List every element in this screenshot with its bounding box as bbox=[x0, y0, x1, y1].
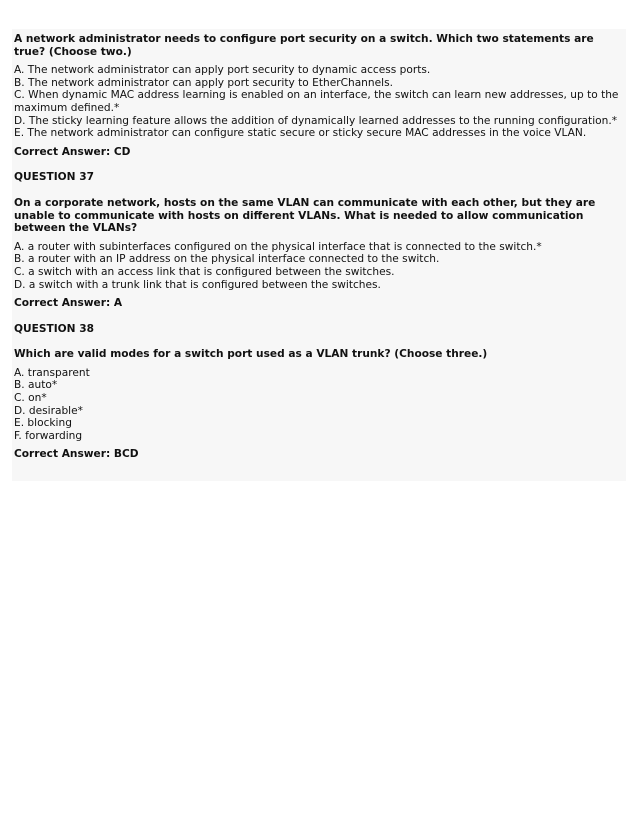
option-a: A. The network administrator can apply port security to dynamic access ports. bbox=[14, 64, 431, 77]
option-c: C. on* bbox=[14, 392, 47, 405]
option-b: B. a router with an IP address on the physical interface connected to the switch. bbox=[14, 253, 440, 266]
option-d: D. desirable* bbox=[14, 404, 83, 417]
question-text: A network administrator needs to configure port security on a switch. Which two statements are true? (Choose two.) bbox=[14, 33, 594, 58]
document-content bbox=[12, 29, 626, 461]
document-page bbox=[12, 29, 626, 481]
correct-answer: Correct Answer: BCD bbox=[14, 448, 139, 461]
question-block bbox=[14, 323, 624, 461]
question-block bbox=[14, 33, 624, 158]
option-list bbox=[14, 241, 624, 291]
question-number: QUESTION 37 bbox=[14, 171, 94, 184]
correct-answer: Correct Answer: A bbox=[14, 297, 123, 310]
question-number: QUESTION 38 bbox=[14, 322, 94, 335]
option-c: C. a switch with an access link that is configured between the switches. bbox=[14, 265, 395, 278]
option-c: C. When dynamic MAC address learning is enabled on an interface, the switch can learn new addresses, up to the maximum defined.* bbox=[14, 89, 619, 114]
option-list bbox=[14, 64, 624, 140]
correct-answer: Correct Answer: CD bbox=[14, 145, 131, 158]
option-f: F. forwarding bbox=[14, 429, 83, 442]
question-text: On a corporate network, hosts on the same VLAN can communicate with each other, but they are unable to communicate with hosts on different VLANs. What is needed to allow communication between the VLANs? bbox=[14, 196, 596, 235]
option-b: B. The network administrator can apply port security to EtherChannels. bbox=[14, 76, 393, 89]
option-d: D. a switch with a trunk link that is configured between the switches. bbox=[14, 278, 381, 291]
option-d: D. The sticky learning feature allows the addition of dynamically learned addresses to the running configuration.* bbox=[14, 114, 617, 127]
option-a: A. a router with subinterfaces configured on the physical interface that is connected to the switch.* bbox=[14, 240, 542, 253]
question-block bbox=[14, 171, 624, 309]
option-b: B. auto* bbox=[14, 379, 58, 392]
option-list bbox=[14, 367, 624, 443]
option-e: E. The network administrator can configure static secure or sticky secure MAC addresses in the voice VLAN. bbox=[14, 127, 587, 140]
question-text: Which are valid modes for a switch port used as a VLAN trunk? (Choose three.) bbox=[14, 348, 488, 361]
option-e: E. blocking bbox=[14, 417, 72, 430]
option-a: A. transparent bbox=[14, 366, 90, 379]
